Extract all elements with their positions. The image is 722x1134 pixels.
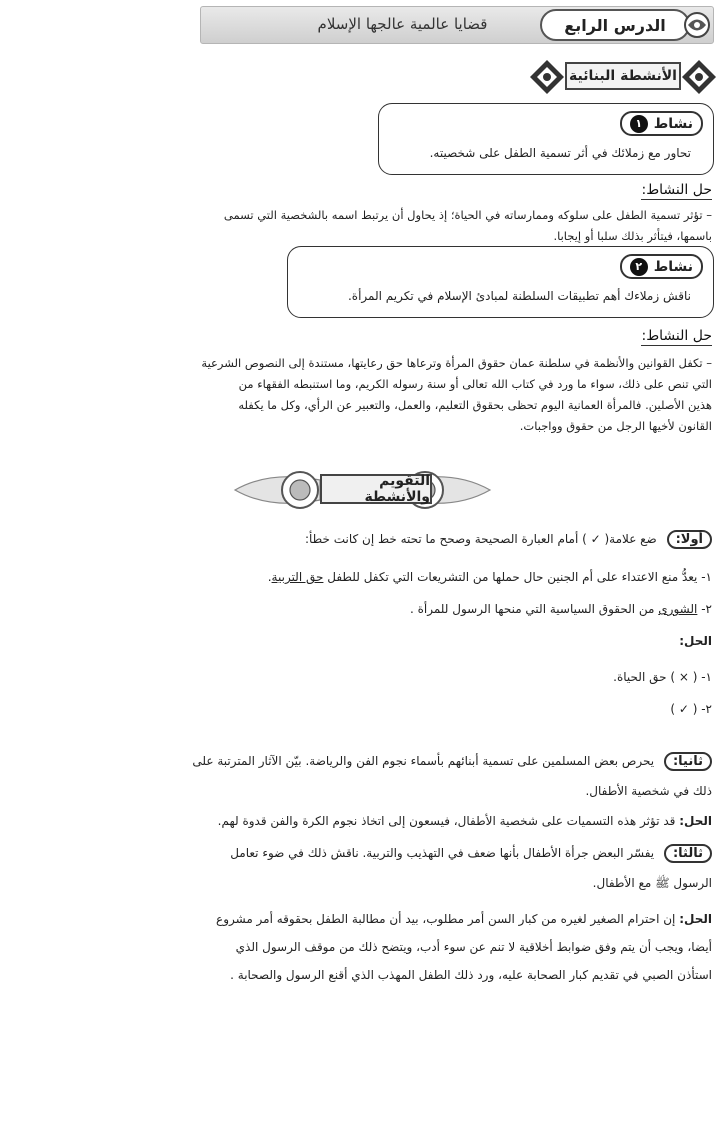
solution-2-line-1: – تكفل القوانين والأنظمة في سلطنة عمان حقوق المرأة وترعاها حق رعايتها، مستندة إلى النصوص الشرعية (201, 356, 712, 370)
solution-1-text (224, 205, 712, 247)
q1-item-2 (410, 602, 712, 616)
ornament-right-icon (681, 59, 717, 95)
q1-item-2-number: ٢- (701, 602, 712, 616)
q2-answer: قد تؤثر هذه التسميات على شخصية الأطفال، فيسعون إلى اتخاذ نجوم الكرة والفن قدوة لهم. (217, 814, 676, 828)
evaluation-title: التقويم والأنشطة (320, 474, 432, 504)
activity-2-text: ناقش زملاءك أهم تطبيقات السلطنة لمبادئ الإسلام في تكريم المرأة. (347, 289, 691, 303)
q3-row-1 (230, 844, 712, 863)
q3-answer-3: استأذن الصبي في تقديم كبار الصحابة عليه، ورد ذلك الطفل المهذب الذي أقنع الرسول والصحابة . (230, 968, 712, 982)
section-title: الأنشطة البنائية (565, 62, 681, 90)
activity-2-label-text: نشاط (653, 258, 693, 275)
q1-prompt-row (305, 530, 712, 549)
q3-tag: ثالثا: (664, 844, 712, 863)
ornament-icon (682, 10, 712, 40)
q1-item-1-end: . (267, 570, 272, 584)
q2-solution-label: الحل: (679, 814, 712, 828)
solution-1-heading: حل النشاط: (641, 182, 712, 198)
q3-answer-2: أيضا، ويجب أن يتم وفق ضوابط أخلاقية لا تنم عن سوء أدب، ويتضح ذلك من موقف الرسول الذي (235, 940, 712, 954)
solution-1-line-1: – تؤثر تسمية الطفل على سلوكه وممارساته في الحياة؛ إذ يحاول أن يرتبط اسمه بالشخصية التي تسمى (223, 208, 712, 222)
q1-item-1 (268, 570, 712, 584)
activity-1-number: ١ (630, 115, 648, 133)
q1-item-2-underlined: الشورى (658, 602, 698, 616)
activity-2-label (620, 254, 703, 279)
lesson-number-label: الدرس الرابع (564, 15, 666, 35)
q1-prompt: ضع علامة( ✓ ) أمام العبارة الصحيحة وصحح ما تحته خط إن كانت خطأ: (304, 532, 657, 546)
solution-2-line-3: هذين الأصلين. فالمرأة العمانية اليوم تحظى بحقوق التعليم، والعمل، والتعبير عن الرأي، وكل ما يكفله (238, 398, 712, 412)
q1-item-1-text: ١- يعدُّ منع الاعتداء على أم الجنين حال حملها من التشريعات التي تكفل للطفل (327, 570, 712, 584)
solution-2-line-4: القانون لأخيها الرجل من حقوق وواجبات. (519, 419, 712, 433)
q2-row-1 (192, 752, 712, 771)
solution-1-line-2: باسمها، فيتأثر بذلك سلبا أو إيجابا. (553, 229, 712, 243)
q1-solution-label: الحل: (679, 634, 712, 648)
activity-2-number: ٢ (630, 258, 648, 276)
q2-answer-row (218, 814, 712, 828)
solution-2-text (201, 353, 712, 437)
q3-solution-label: الحل: (679, 912, 712, 926)
q2-line-1: يحرص بعض المسلمين على تسمية أبنائهم بأسماء نجوم الفن والرياضة. بيّن الآثار المترتبة على (192, 754, 655, 768)
solution-2-line-2: التي تنص على ذلك، سواء ما ورد في كتاب الله تعالى أو سنة رسوله الكريم، وما استنبطه الفقهاء من (238, 377, 712, 391)
q2-tag: ثانيا: (664, 752, 712, 771)
q3-line-1: يفسّر البعض جرأة الأطفال بأنها ضعف في التهذيب والتربية. ناقش ذلك في ضوء تعامل (230, 846, 655, 860)
q1-answer-1: ١- ( × ) حق الحياة. (613, 670, 712, 684)
q1-answer-2: ٢- ( ✓ ) (670, 702, 712, 716)
activity-2-box (287, 246, 714, 318)
q3-answer-row-1 (216, 912, 712, 926)
q1-tag: أولا: (667, 530, 712, 549)
ornament-left-icon (529, 59, 565, 95)
q1-item-2-text: من الحقوق السياسية التي منحها الرسول للمرأة . (409, 602, 655, 616)
q1-item-1-underlined: حق التربية (271, 570, 324, 584)
activity-1-label (620, 111, 703, 136)
activity-1-box (378, 103, 714, 175)
evaluation-banner (230, 465, 495, 515)
lesson-number-tab (540, 9, 690, 41)
q3-answer-1: إن احترام الصغير لغيره من كبار السن أمر مطلوب، بيد أن مطالبة الطفل بحقوقه أمر مشروع (216, 912, 676, 926)
lesson-title: قضايا عالمية عالجها الإسلام (317, 15, 488, 33)
section-heading (527, 55, 719, 97)
solution-2-heading: حل النشاط: (641, 328, 712, 344)
q2-line-2: ذلك في شخصية الأطفال. (585, 784, 712, 798)
activity-1-text: تحاور مع زملائك في أثر تسمية الطفل على شخصيته. (429, 146, 691, 160)
q3-line-2: الرسول ﷺ مع الأطفال. (592, 876, 712, 890)
activity-1-label-text: نشاط (653, 115, 693, 132)
